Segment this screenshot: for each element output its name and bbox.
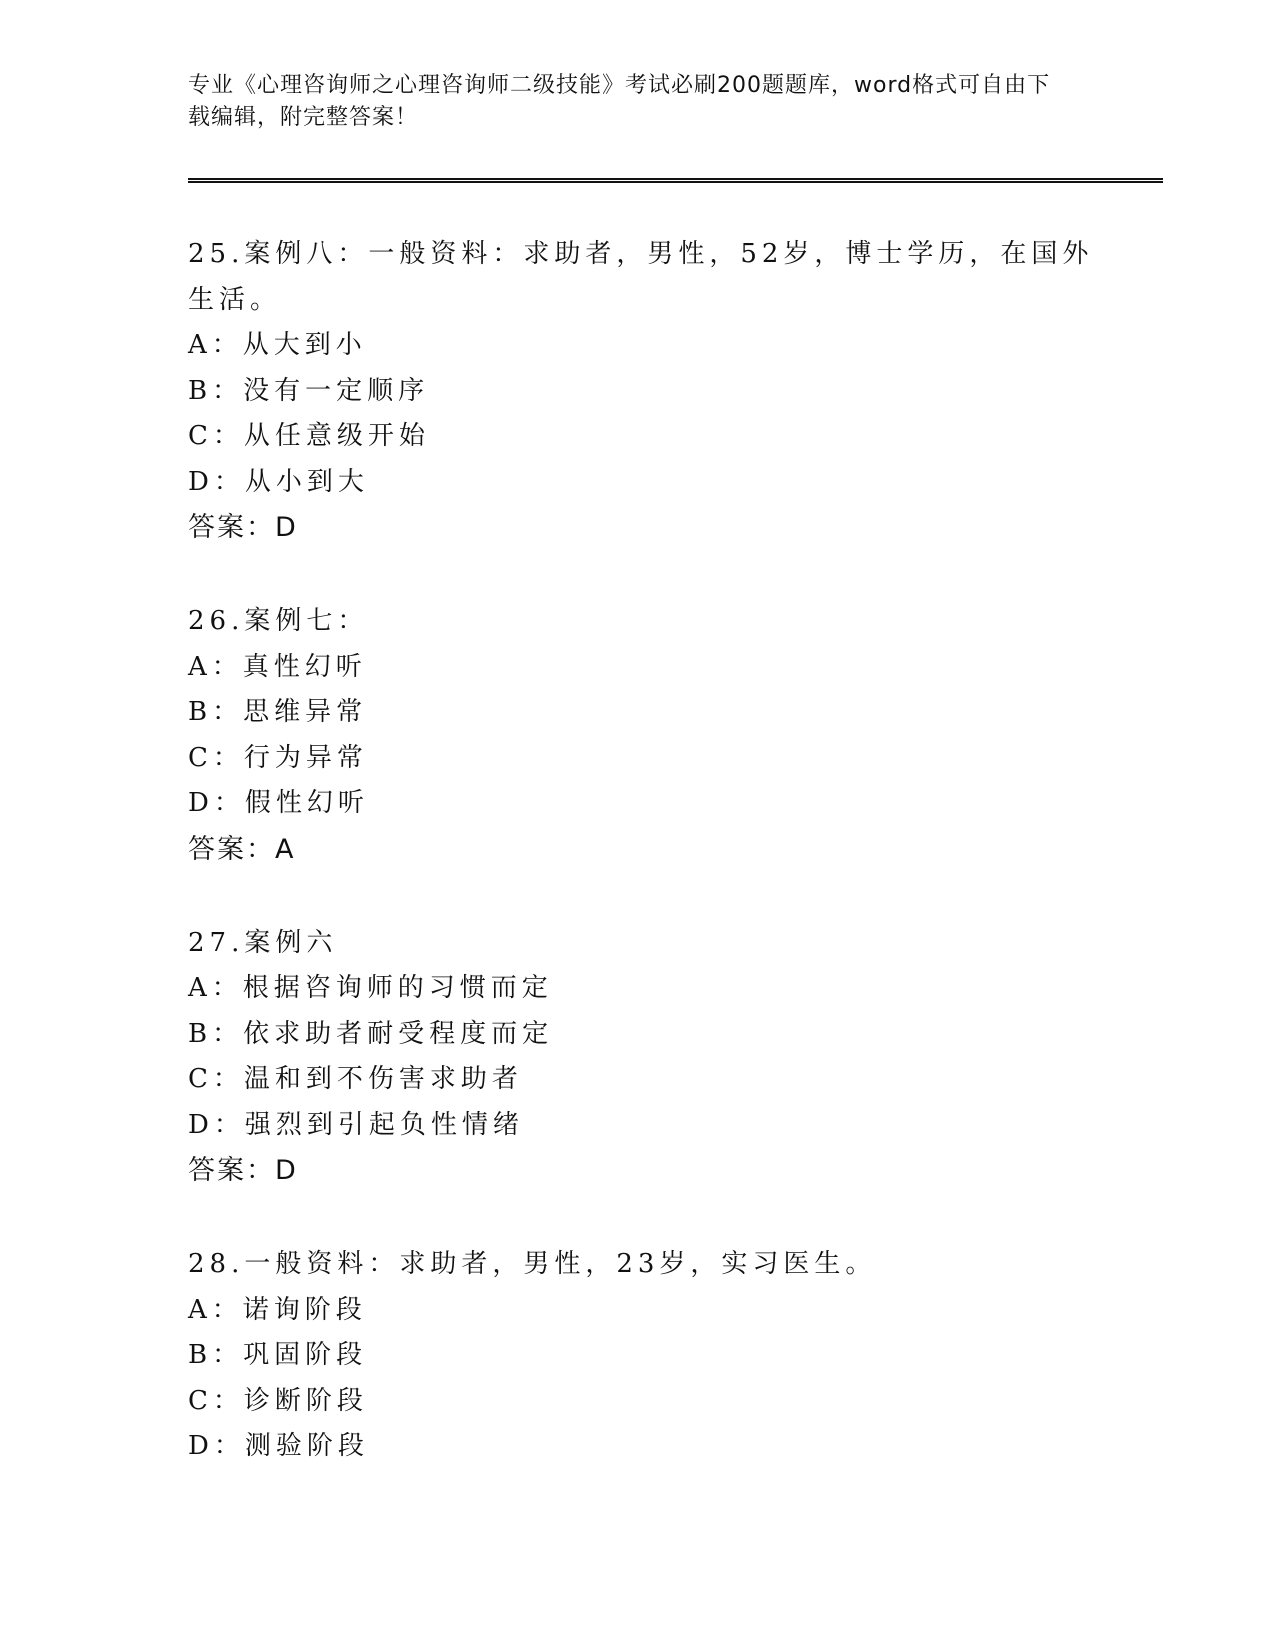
answer-label: 答案：D (188, 512, 298, 543)
header-intro: 专业《心理咨询师之心理咨询师二级技能》考试必刷200题题库，word格式可自由下载编辑，附完整答案！ (188, 73, 1051, 130)
option-c: C：温和到不伤害求助者 (188, 1064, 523, 1094)
option-d: D：从小到大 (188, 466, 369, 497)
question-list (188, 232, 1148, 1518)
question-stem: 25.案例八：一般资料：求助者，男性，52岁，博士学历，在国外生活。 (188, 239, 1094, 315)
header-double-rule (188, 178, 1163, 183)
option-b: B：没有一定顺序 (188, 375, 430, 406)
question-stem: 26.案例七： (188, 606, 369, 636)
question-25 (188, 232, 1148, 551)
answer-label: 答案：A (188, 833, 296, 865)
option-d: D：假性幻听 (188, 788, 369, 818)
option-c: C：诊断阶段 (188, 1385, 368, 1416)
option-b: B：思维异常 (188, 697, 368, 727)
question-stem: 27.案例六 (188, 927, 338, 958)
answer-label: 答案：D (188, 1155, 298, 1186)
option-b: B：巩固阶段 (188, 1340, 368, 1370)
question-27 (188, 921, 1148, 1195)
question-stem: 28.一般资料：求助者，男性，23岁，实习医生。 (188, 1249, 877, 1279)
option-a: A：从大到小 (188, 330, 367, 360)
option-d: D：强烈到引起负性情绪 (188, 1109, 524, 1140)
option-a: A：诺询阶段 (188, 1294, 367, 1325)
option-a: A：真性幻听 (188, 651, 367, 682)
option-a: A：根据咨询师的习惯而定 (188, 973, 553, 1003)
option-c: C：行为异常 (188, 742, 368, 773)
question-28 (188, 1242, 1148, 1470)
option-c: C：从任意级开始 (188, 421, 430, 451)
option-b: B：依求助者耐受程度而定 (188, 1018, 554, 1049)
option-d: D：测验阶段 (188, 1431, 369, 1461)
question-26 (188, 599, 1148, 873)
